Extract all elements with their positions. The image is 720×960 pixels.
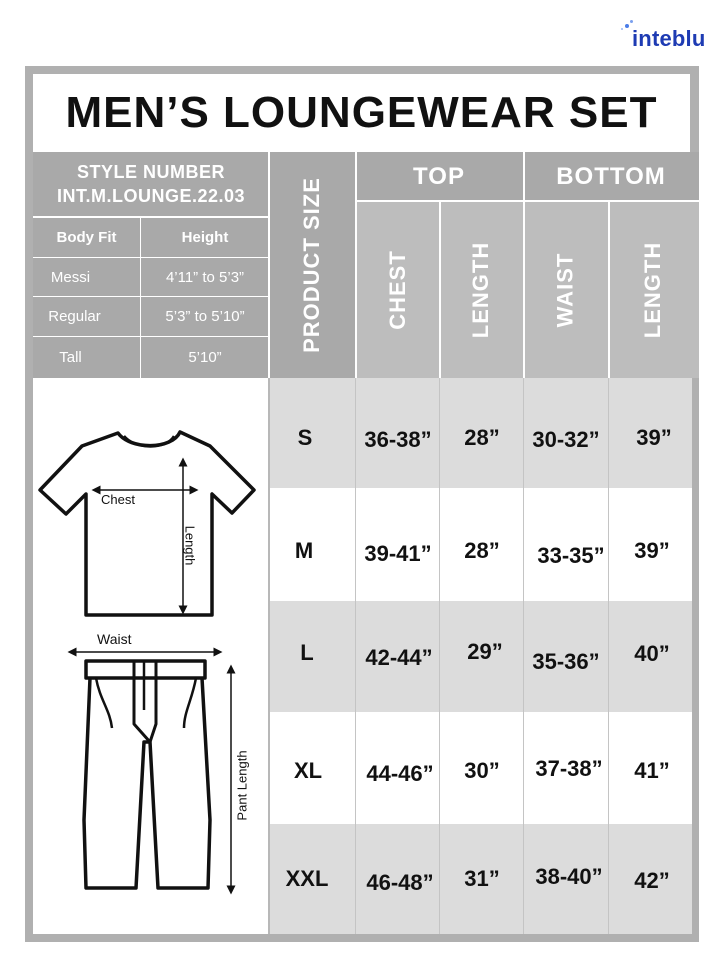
product-size-label: PRODUCT SIZE [299,177,325,353]
fit-row-height: 5’3” to 5’10” [165,308,245,325]
fit-header-body-fit: Body Fit [56,229,117,246]
bottom-length-value: 39” [636,425,672,450]
waist-label: Waist [97,631,132,647]
top-length-value: 28” [464,425,500,450]
page-title: MEN’S LOUNGEWEAR SET [65,88,658,137]
pants-icon [84,661,210,888]
divider [439,201,441,378]
fit-header-height: Height [181,229,229,246]
chest-value: 46-48” [366,870,434,895]
bottom-length-header-label: LENGTH [640,241,666,338]
style-number-value: INT.M.LOUNGE.22.03 [56,186,246,206]
chest-value: 39-41” [364,540,432,566]
pant-length-label-wrap [222,730,262,840]
top-length-value: 31” [464,866,500,891]
brand-name: inteblu [632,26,706,51]
fit-row-name: Tall [59,348,82,366]
product-size-header-wrap [269,152,355,378]
bottom-group-header: BOTTOM [523,152,699,201]
top-length-header-label: LENGTH [468,241,494,338]
top-length-value: 28” [464,537,500,563]
bottom-length-value: 42” [634,868,670,893]
divider [608,201,610,378]
size-label: M [294,537,314,563]
fit-row-height: 5’10” [188,348,222,366]
length-label-wrap [170,500,210,590]
style-number-block [33,152,269,216]
chest-value: 44-46” [366,761,434,786]
top-length-header [440,201,523,378]
divider [355,152,357,378]
pant-length-label: Pant Length [234,749,250,821]
style-number-label: STYLE NUMBER [76,162,225,182]
tshirt-icon [40,432,254,615]
length-label: Length [182,525,198,565]
chest-label: Chest [101,492,135,507]
fit-row-height: 4’11” to 5’3” [165,268,245,286]
chest-value: 36-38” [364,427,432,452]
fit-row-name: Messi [50,268,91,286]
divider [268,152,270,378]
chest-header-label: CHEST [384,249,410,330]
bottom-length-header [608,201,699,378]
size-label: S [297,425,313,450]
divider [523,152,525,378]
bottom-length-value: 41” [634,758,670,783]
fit-row-name: Regular [48,308,101,325]
waist-header-label: WAIST [552,252,578,327]
waist-value: 33-35” [537,542,605,568]
waist-value: 30-32” [532,427,600,452]
title-box [33,74,690,152]
garment-diagram [33,378,269,934]
brand-logo [620,20,720,60]
chest-value: 42-44” [365,644,433,670]
waist-value: 35-36” [532,648,600,674]
waist-value: 37-38” [535,756,603,781]
chest-header [355,201,440,378]
waist-header [523,201,608,378]
top-length-value: 30” [464,758,500,783]
bottom-length-value: 39” [634,537,670,563]
size-label: XL [293,758,323,783]
bottom-length-value: 40” [634,640,670,666]
size-label: XXL [285,866,329,891]
size-label: L [300,639,314,665]
top-group-header: TOP [355,152,523,201]
waist-value: 38-40” [535,864,603,889]
top-length-value: 29” [467,638,503,664]
divider [355,200,699,202]
